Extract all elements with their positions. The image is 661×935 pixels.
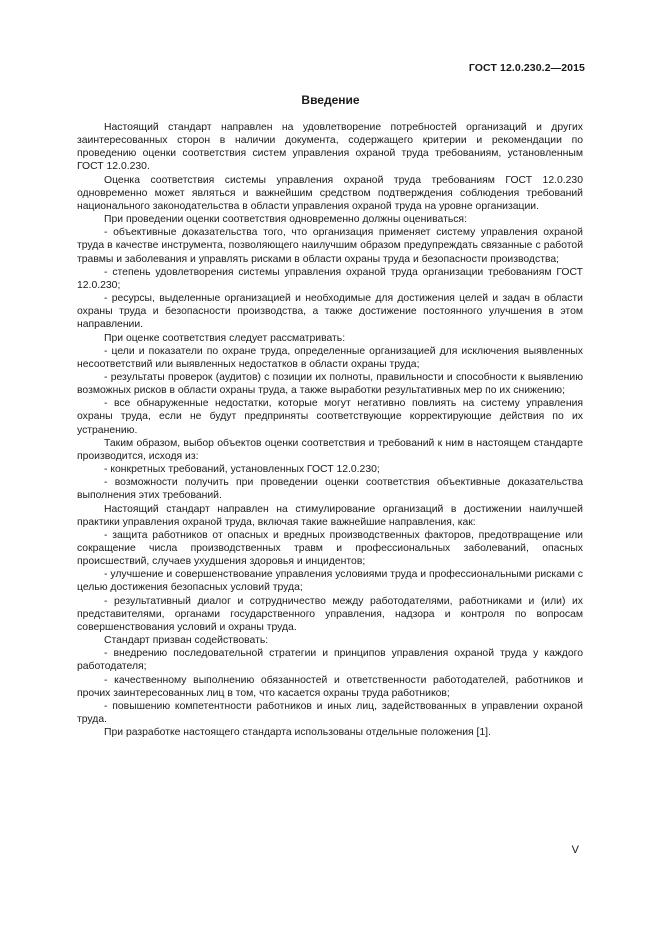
list-item: - защита работников от опасных и вредных производственных факторов, предотвращение или сокращение числа производственных травм и профессиональных заболеваний, опасных происшествий, случаев ухудшения здоровья и инцидентов; xyxy=(77,529,583,568)
paragraph: При разработке настоящего стандарта использованы отдельные положения [1]. xyxy=(104,727,491,739)
paragraph: Настоящий стандарт направлен на стимулирование организаций в достижении наилучшей практики управления охраной труда, включая такие важнейшие направления, как: xyxy=(77,503,583,528)
list-item: - конкретных требований, установленных ГОСТ 12.0.230; xyxy=(104,464,380,476)
paragraph: Оценка соответствия системы управления охраной труда требованиям ГОСТ 12.0.230 одновременно может являться и важнейшим средством подтверждения соблюдения требований национального законодательства в области управления охраной труда на уровне организации. xyxy=(77,174,583,212)
list-item: - все обнаруженные недостатки, которые могут негативно повлиять на систему управления охраны труда, если не будут предприняты соответствующие корректирующие действия по их устранению. xyxy=(77,398,583,436)
document-code-header: ГОСТ 12.0.230.2—2015 xyxy=(468,62,585,74)
list-item: - цели и показатели по охране труда, определенные организацией для исключения выявленных несоответствий или выявленных недостатков в области охраны труда; xyxy=(77,345,583,370)
list-item: - возможности получить при проведении оценки соответствия объективные доказательства выполнения этих требований. xyxy=(77,477,583,502)
list-item: - улучшение и совершенствование управления условиями труда и профессиональными рисками с целью достижения безопасных условий труда; xyxy=(77,569,583,594)
paragraph: При оценке соответствия следует рассматривать: xyxy=(104,332,346,344)
list-item: - объективные доказательства того, что организация применяет систему управления охраной труда в качестве инструмента, позволяющего наилучшим образом предупреждать связанные с работой травмы и заболевания и управлять рисками в области охраны труда и безопасности производства; xyxy=(77,227,583,265)
list-item: - внедрению последовательной стратегии и принципов управления охраной труда у каждого работодателя; xyxy=(77,648,583,673)
list-item: - ресурсы, выделенные организацией и необходимые для достижения целей и задач в области охраны труда и безопасности производства, а также достижение постоянного улучшения в этом направлении. xyxy=(77,293,583,331)
list-item: - результативный диалог и сотрудничество между работодателями, работниками и (или) их представителями, органами государственного управления, надзора и контроля по вопросам совершенствования условий и охраны труда. xyxy=(77,595,583,633)
list-item: - степень удовлетворения системы управления охраной труда организации требованиям ГОСТ 12.0.230; xyxy=(77,266,583,291)
list-item: - результаты проверок (аудитов) с позиции их полноты, правильности и способности к выявлению возможных рисков в области охраны труда, а также выработки результативных мер по их снижению; xyxy=(77,371,583,397)
list-item: - повышению компетентности работников и иных лиц, задействованных в управлении охраной труда. xyxy=(77,700,583,726)
paragraph: Стандарт призван содействовать: xyxy=(104,635,269,647)
paragraph: Настоящий стандарт направлен на удовлетворение потребностей организаций и других заинтересованных сторон в наличии документа, содержащего критерии и рекомендации по проведению оценки соответствия систем управления охраной труда требованиям, установленным ГОСТ 12.0.230. xyxy=(77,122,583,173)
section-title: Введение xyxy=(301,93,360,107)
list-item: - качественному выполнению обязанностей и ответственности работодателей, работников и прочих заинтересованных лиц в том, что касается охраны труда работников; xyxy=(77,674,583,699)
page-number: V xyxy=(571,844,579,856)
body-text xyxy=(77,121,583,739)
paragraph: При проведении оценки соответствия одновременно должны оцениваться: xyxy=(104,214,467,226)
paragraph: Таким образом, выбор объектов оценки соответствия и требований к ним в настоящем стандарте производится, исходя из: xyxy=(77,437,583,462)
